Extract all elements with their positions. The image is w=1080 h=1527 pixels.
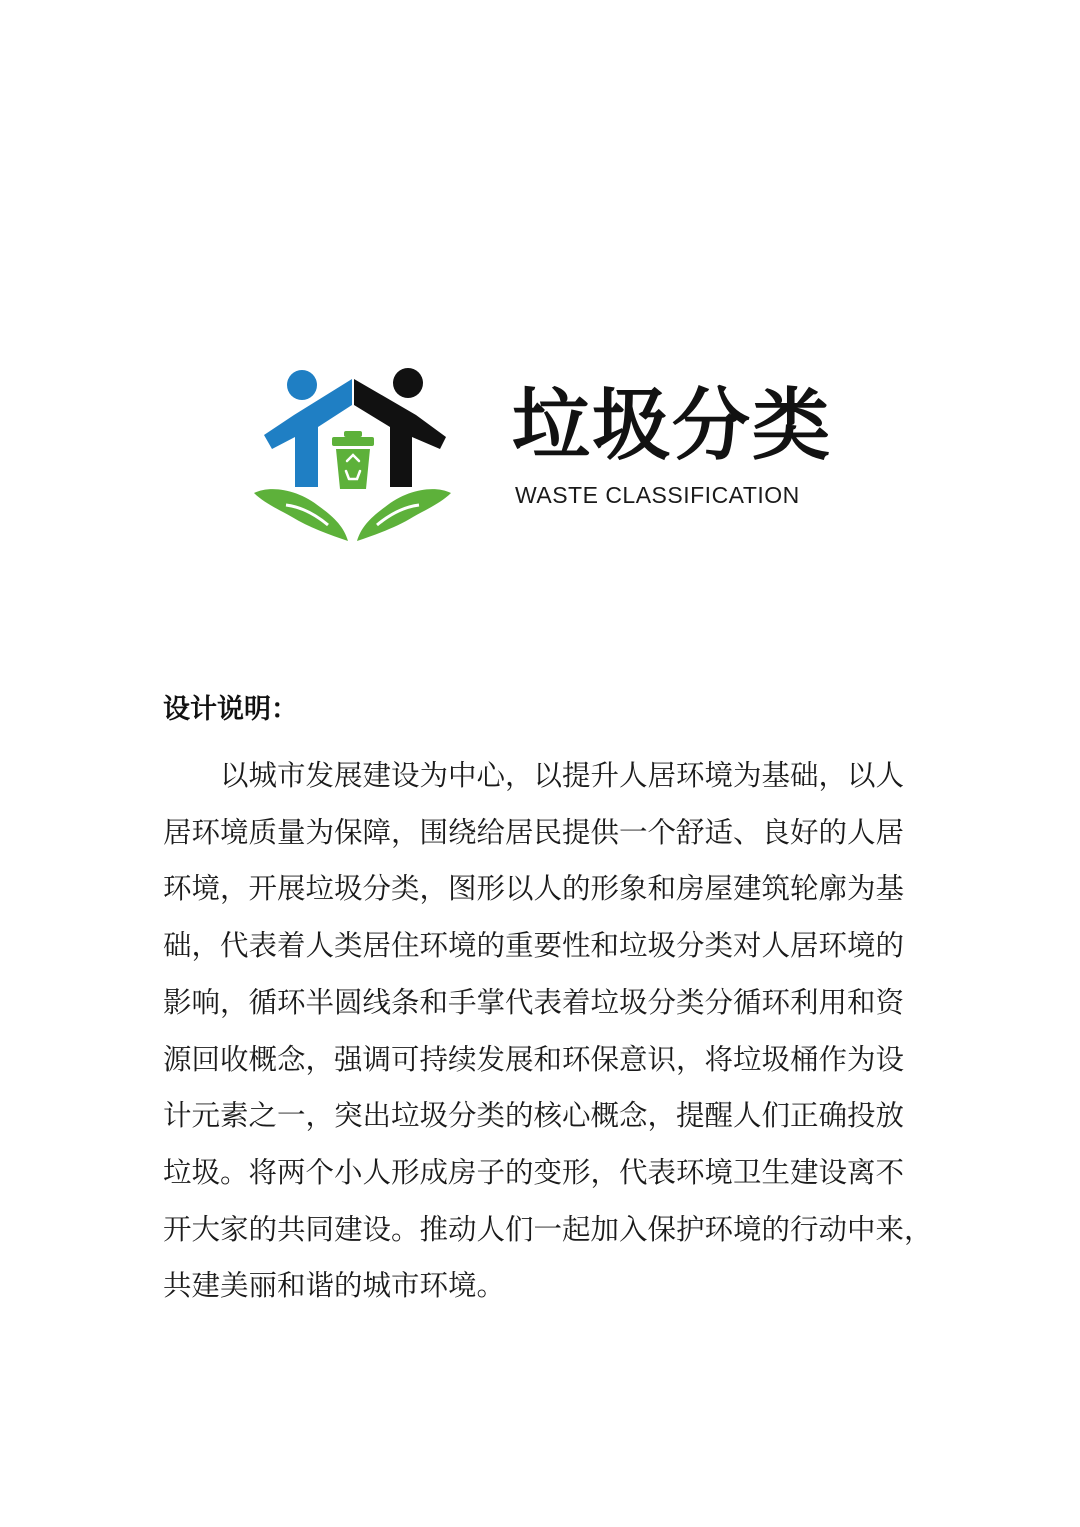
trash-bin-icon <box>332 431 374 489</box>
logo <box>250 365 850 545</box>
description-line: 影响，循环半圆线条和手掌代表着垃圾分类分循环利用和资 <box>163 985 905 1019</box>
description-line: 环境，开展垃圾分类，图形以人的形象和房屋建筑轮廓为基 <box>163 872 905 906</box>
logo-subtitle: WASTE CLASSIFICATION <box>515 482 800 508</box>
description-line: 计元素之一，突出垃圾分类的核心概念，提醒人们正确投放 <box>163 1099 905 1133</box>
description-line: 共建美丽和谐的城市环境。 <box>163 1269 506 1303</box>
description-line: 础，代表着人类居住环境的重要性和垃圾分类对人居环境的 <box>163 929 905 963</box>
blue-person-head <box>287 370 317 400</box>
black-person-head <box>393 368 423 398</box>
description-body <box>163 748 963 1315</box>
right-hand-icon <box>357 489 451 541</box>
description-line: 居环境质量为保障，围绕给居民提供一个舒适、良好的人居 <box>163 815 905 849</box>
description-line: 以城市发展建设为中心，以提升人居环境为基础，以人 <box>163 759 905 792</box>
description-line: 源回收概念，强调可持续发展和环保意识，将垃圾桶作为设 <box>163 1042 905 1076</box>
logo-title: 垃圾分类 <box>512 381 833 471</box>
description-heading: 设计说明： <box>163 694 298 725</box>
design-description <box>163 690 963 1315</box>
description-line: 垃圾。将两个小人形成房子的变形，代表环境卫生建设离不 <box>163 1155 905 1189</box>
description-line: 开大家的共同建设。推动人们一起加入保护环境的行动中来， <box>163 1212 933 1246</box>
waste-sorting-logo-icon <box>250 365 455 545</box>
left-hand-icon <box>254 489 348 541</box>
